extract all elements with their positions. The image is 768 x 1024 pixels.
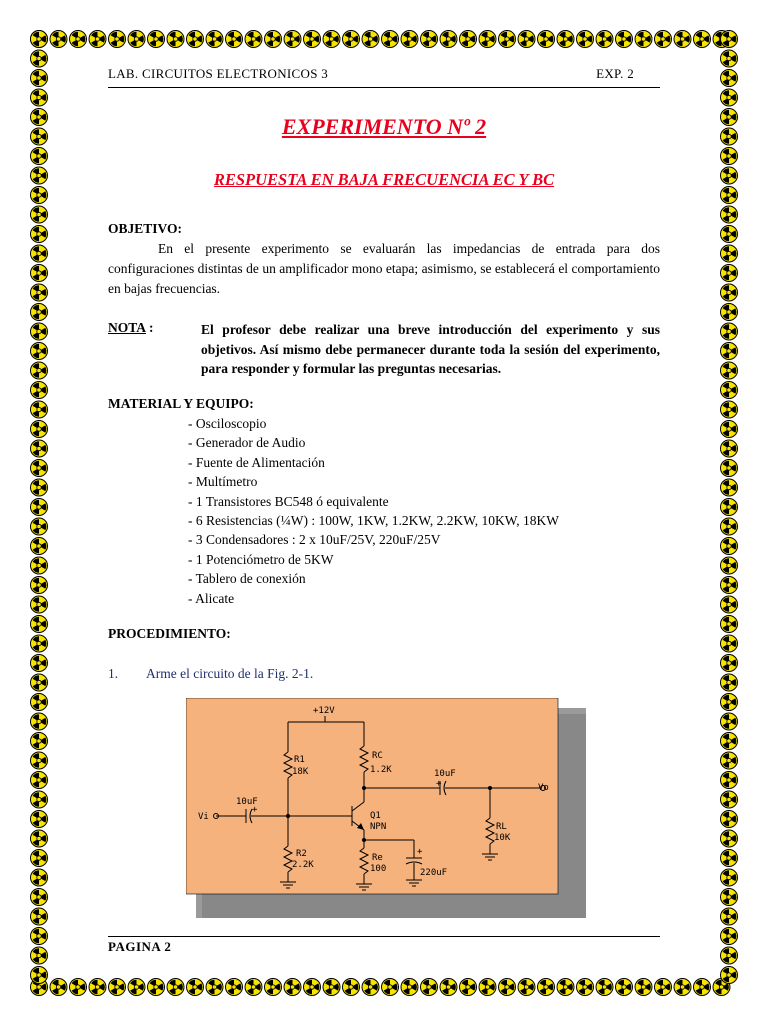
radiation-symbol-icon bbox=[479, 979, 496, 996]
label-rc-name: RC bbox=[372, 751, 383, 761]
nota-text: El profesor debe realizar una breve introducción del experimento y sus objetivos. Así mismo debe permanecer durante toda la sesión del experimento, para responder y formular las preguntas necesarias. bbox=[201, 322, 660, 376]
radiation-symbol-icon bbox=[304, 31, 321, 48]
radiation-symbol-icon bbox=[721, 577, 738, 594]
label-cout-value: 10uF bbox=[434, 769, 456, 779]
radiation-symbol-icon bbox=[70, 979, 87, 996]
radiation-symbol-icon bbox=[721, 655, 738, 672]
radiation-symbol-icon bbox=[304, 979, 321, 996]
radiation-symbol-icon bbox=[148, 979, 165, 996]
radiation-symbol-icon bbox=[721, 401, 738, 418]
radiation-symbol-icon bbox=[148, 31, 165, 48]
header-course-title: LAB. CIRCUITOS ELECTRONICOS 3 bbox=[108, 66, 329, 81]
radiation-symbol-icon bbox=[362, 979, 379, 996]
radiation-symbol-icon bbox=[31, 382, 48, 399]
label-q-name: Q1 bbox=[370, 811, 381, 821]
radiation-symbol-icon bbox=[721, 733, 738, 750]
radiation-symbol-icon bbox=[674, 979, 691, 996]
decorative-border-top bbox=[24, 24, 744, 54]
material-heading: MATERIAL Y EQUIPO: bbox=[108, 396, 254, 411]
label-r1-name: R1 bbox=[294, 755, 305, 765]
radiation-symbol-icon bbox=[440, 31, 457, 48]
radiation-symbol-icon bbox=[721, 869, 738, 886]
footer-rule bbox=[108, 936, 660, 937]
radiation-symbol-icon bbox=[674, 31, 691, 48]
radiation-symbol-icon bbox=[31, 304, 48, 321]
decorative-border-bottom bbox=[24, 972, 744, 1002]
radiation-symbol-icon bbox=[31, 31, 48, 48]
radiation-symbol-icon bbox=[109, 31, 126, 48]
label-cin-value: 10uF bbox=[236, 797, 258, 807]
radiation-symbol-icon bbox=[721, 440, 738, 457]
radiation-symbol-icon bbox=[167, 979, 184, 996]
radiation-symbol-icon bbox=[31, 577, 48, 594]
radiation-symbol-icon bbox=[31, 206, 48, 223]
radiation-symbol-icon bbox=[31, 655, 48, 672]
radiation-symbol-icon bbox=[323, 31, 340, 48]
list-item: - Tablero de conexión bbox=[188, 571, 306, 587]
radiation-symbol-icon bbox=[31, 713, 48, 730]
radiation-symbol-icon bbox=[721, 635, 738, 652]
procedimiento-heading: PROCEDIMIENTO: bbox=[108, 626, 231, 641]
radiation-symbol-icon bbox=[721, 70, 738, 87]
radiation-symbol-icon bbox=[694, 31, 711, 48]
radiation-symbol-icon bbox=[128, 31, 145, 48]
radiation-symbol-icon bbox=[284, 979, 301, 996]
radiation-symbol-icon bbox=[557, 979, 574, 996]
radiation-symbol-icon bbox=[31, 245, 48, 262]
radiation-symbol-icon bbox=[31, 850, 48, 867]
radiation-symbol-icon bbox=[31, 479, 48, 496]
radiation-symbol-icon bbox=[721, 752, 738, 769]
radiation-symbol-icon bbox=[31, 928, 48, 945]
radiation-symbol-icon bbox=[31, 499, 48, 516]
radiation-symbol-icon bbox=[721, 206, 738, 223]
radiation-symbol-icon bbox=[577, 979, 594, 996]
radiation-symbol-icon bbox=[721, 304, 738, 321]
label-vcc: +12V bbox=[313, 706, 335, 716]
radiation-symbol-icon bbox=[721, 616, 738, 633]
radiation-symbol-icon bbox=[401, 31, 418, 48]
label-vo: Vo bbox=[538, 783, 549, 793]
radiation-symbol-icon bbox=[31, 518, 48, 535]
radiation-symbol-icon bbox=[323, 979, 340, 996]
label-r2-name: R2 bbox=[296, 849, 307, 859]
radiation-symbol-icon bbox=[31, 752, 48, 769]
radiation-symbol-icon bbox=[635, 31, 652, 48]
list-item: - 3 Condensadores : 2 x 10uF/25V, 220uF/25V bbox=[188, 532, 441, 548]
radiation-symbol-icon bbox=[721, 148, 738, 165]
radiation-symbol-icon bbox=[31, 733, 48, 750]
radiation-symbol-icon bbox=[31, 460, 48, 477]
radiation-symbol-icon bbox=[31, 791, 48, 808]
radiation-symbol-icon bbox=[89, 31, 106, 48]
page-subtitle: RESPUESTA EN BAJA FRECUENCIA EC Y BC bbox=[213, 170, 555, 189]
radiation-symbol-icon bbox=[655, 31, 672, 48]
radiation-symbol-icon bbox=[721, 947, 738, 964]
radiation-symbol-icon bbox=[518, 31, 535, 48]
radiation-symbol-icon bbox=[721, 850, 738, 867]
radiation-symbol-icon bbox=[616, 31, 633, 48]
label-ce-plus: + bbox=[417, 847, 423, 857]
radiation-symbol-icon bbox=[31, 284, 48, 301]
label-vi: Vi bbox=[198, 812, 209, 822]
label-r1-value: 18K bbox=[292, 767, 309, 777]
radiation-symbol-icon bbox=[721, 362, 738, 379]
label-rc-value: 1.2K bbox=[370, 765, 392, 775]
list-item: - 1 Transistores BC548 ó equivalente bbox=[188, 493, 389, 509]
radiation-symbol-icon bbox=[382, 31, 399, 48]
radiation-symbol-icon bbox=[721, 967, 738, 984]
radiation-symbol-icon bbox=[206, 31, 223, 48]
radiation-symbol-icon bbox=[721, 31, 738, 48]
radiation-symbol-icon bbox=[31, 89, 48, 106]
radiation-symbol-icon bbox=[721, 674, 738, 691]
list-item: - 1 Potenciómetro de 5KW bbox=[188, 551, 334, 567]
radiation-symbol-icon bbox=[31, 401, 48, 418]
radiation-symbol-icon bbox=[721, 89, 738, 106]
radiation-symbol-icon bbox=[31, 440, 48, 457]
radiation-symbol-icon bbox=[721, 382, 738, 399]
radiation-symbol-icon bbox=[721, 226, 738, 243]
radiation-symbol-icon bbox=[284, 31, 301, 48]
radiation-symbol-icon bbox=[616, 979, 633, 996]
radiation-symbol-icon bbox=[721, 499, 738, 516]
radiation-symbol-icon bbox=[721, 265, 738, 282]
radiation-symbol-icon bbox=[31, 830, 48, 847]
radiation-symbol-icon bbox=[721, 323, 738, 340]
nota-colon: : bbox=[149, 320, 154, 335]
radiation-symbol-icon bbox=[128, 979, 145, 996]
radiation-symbol-icon bbox=[31, 596, 48, 613]
radiation-symbol-icon bbox=[382, 979, 399, 996]
radiation-symbol-icon bbox=[187, 31, 204, 48]
radiation-symbol-icon bbox=[721, 908, 738, 925]
radiation-symbol-icon bbox=[31, 538, 48, 555]
radiation-symbol-icon bbox=[109, 979, 126, 996]
radiation-symbol-icon bbox=[31, 265, 48, 282]
label-rl-value: 10K bbox=[494, 833, 511, 843]
list-item: - 6 Resistencias (¼W) : 100W, 1KW, 1.2KW, 2.2KW, 10KW, 18KW bbox=[188, 512, 559, 528]
radiation-symbol-icon bbox=[401, 979, 418, 996]
radiation-symbol-icon bbox=[460, 31, 477, 48]
radiation-symbol-icon bbox=[538, 979, 555, 996]
radiation-symbol-icon bbox=[538, 31, 555, 48]
radiation-symbol-icon bbox=[31, 148, 48, 165]
radiation-symbol-icon bbox=[721, 50, 738, 67]
radiation-symbol-icon bbox=[460, 979, 477, 996]
radiation-symbol-icon bbox=[721, 479, 738, 496]
radiation-symbol-icon bbox=[245, 979, 262, 996]
label-rl-name: RL bbox=[496, 822, 507, 832]
list-item: - Alicate bbox=[188, 590, 235, 606]
radiation-symbol-icon bbox=[31, 226, 48, 243]
label-re-name: Re bbox=[372, 853, 383, 863]
radiation-symbol-icon bbox=[31, 967, 48, 984]
radiation-symbol-icon bbox=[721, 421, 738, 438]
radiation-symbol-icon bbox=[721, 811, 738, 828]
objetivo-paragraph bbox=[108, 239, 660, 299]
radiation-symbol-icon bbox=[721, 245, 738, 262]
header-rule bbox=[108, 87, 660, 88]
material-list bbox=[188, 414, 559, 608]
radiation-symbol-icon bbox=[31, 869, 48, 886]
list-item: - Fuente de Alimentación bbox=[188, 454, 325, 470]
radiation-symbol-icon bbox=[721, 928, 738, 945]
radiation-symbol-icon bbox=[596, 31, 613, 48]
radiation-symbol-icon bbox=[31, 947, 48, 964]
radiation-symbol-icon bbox=[499, 979, 516, 996]
radiation-symbol-icon bbox=[70, 31, 87, 48]
radiation-symbol-icon bbox=[31, 674, 48, 691]
radiation-symbol-icon bbox=[721, 791, 738, 808]
objetivo-heading: OBJETIVO: bbox=[108, 221, 182, 236]
list-item: - Osciloscopio bbox=[188, 416, 267, 431]
radiation-symbol-icon bbox=[721, 889, 738, 906]
radiation-symbol-icon bbox=[721, 460, 738, 477]
radiation-symbol-icon bbox=[721, 557, 738, 574]
objetivo-text: En el presente experimento se evaluarán las impedancias de entrada para dos configuraciones distintas de un amplificador mono etapa; asimismo, se establecerá el comportamiento en bajas frecuencias. bbox=[108, 241, 660, 296]
radiation-symbol-icon bbox=[577, 31, 594, 48]
radiation-symbol-icon bbox=[226, 31, 243, 48]
radiation-symbol-icon bbox=[226, 979, 243, 996]
radiation-symbol-icon bbox=[206, 979, 223, 996]
radiation-symbol-icon bbox=[31, 772, 48, 789]
label-r2-value: 2.2K bbox=[292, 860, 314, 870]
radiation-symbol-icon bbox=[721, 343, 738, 360]
radiation-symbol-icon bbox=[721, 538, 738, 555]
radiation-symbol-icon bbox=[31, 908, 48, 925]
radiation-symbol-icon bbox=[31, 323, 48, 340]
radiation-symbol-icon bbox=[721, 284, 738, 301]
label-ce-value: 220uF bbox=[420, 868, 448, 878]
radiation-symbol-icon bbox=[31, 421, 48, 438]
radiation-symbol-icon bbox=[721, 772, 738, 789]
radiation-symbol-icon bbox=[31, 343, 48, 360]
radiation-symbol-icon bbox=[167, 31, 184, 48]
radiation-symbol-icon bbox=[596, 979, 613, 996]
label-cout-plus: + bbox=[436, 779, 442, 789]
nota-label: NOTA bbox=[108, 320, 147, 335]
header-experiment-number: EXP. 2 bbox=[596, 66, 634, 81]
radiation-symbol-icon bbox=[31, 889, 48, 906]
radiation-symbol-icon bbox=[518, 979, 535, 996]
radiation-symbol-icon bbox=[31, 811, 48, 828]
label-re-value: 100 bbox=[370, 864, 387, 874]
radiation-symbol-icon bbox=[31, 362, 48, 379]
page-footer: PAGINA 2 bbox=[108, 939, 172, 954]
list-item: - Generador de Audio bbox=[188, 435, 306, 451]
radiation-symbol-icon bbox=[343, 31, 360, 48]
radiation-symbol-icon bbox=[343, 979, 360, 996]
radiation-symbol-icon bbox=[31, 616, 48, 633]
radiation-symbol-icon bbox=[265, 979, 282, 996]
radiation-symbol-icon bbox=[479, 31, 496, 48]
radiation-symbol-icon bbox=[557, 31, 574, 48]
radiation-symbol-icon bbox=[89, 979, 106, 996]
radiation-symbol-icon bbox=[265, 31, 282, 48]
label-cin-plus: + bbox=[252, 805, 258, 815]
radiation-symbol-icon bbox=[245, 31, 262, 48]
radiation-symbol-icon bbox=[31, 70, 48, 87]
radiation-symbol-icon bbox=[721, 596, 738, 613]
radiation-symbol-icon bbox=[721, 694, 738, 711]
page-title: EXPERIMENTO Nº 2 bbox=[281, 114, 487, 139]
radiation-symbol-icon bbox=[721, 830, 738, 847]
radiation-symbol-icon bbox=[31, 694, 48, 711]
radiation-symbol-icon bbox=[499, 31, 516, 48]
radiation-symbol-icon bbox=[655, 979, 672, 996]
radiation-symbol-icon bbox=[31, 557, 48, 574]
list-item: - Multímetro bbox=[188, 474, 258, 490]
radiation-symbol-icon bbox=[31, 635, 48, 652]
step-number: 1. bbox=[108, 666, 119, 681]
radiation-symbol-icon bbox=[187, 979, 204, 996]
radiation-symbol-icon bbox=[721, 713, 738, 730]
radiation-symbol-icon bbox=[694, 979, 711, 996]
radiation-symbol-icon bbox=[31, 50, 48, 67]
radiation-symbol-icon bbox=[421, 979, 438, 996]
radiation-symbol-icon bbox=[440, 979, 457, 996]
circuit-diagram bbox=[186, 698, 586, 918]
radiation-symbol-icon bbox=[421, 31, 438, 48]
radiation-symbol-icon bbox=[635, 979, 652, 996]
label-q-type: NPN bbox=[370, 822, 387, 832]
step-text: Arme el circuito de la Fig. 2-1. bbox=[146, 666, 314, 681]
radiation-symbol-icon bbox=[362, 31, 379, 48]
radiation-symbol-icon bbox=[721, 518, 738, 535]
